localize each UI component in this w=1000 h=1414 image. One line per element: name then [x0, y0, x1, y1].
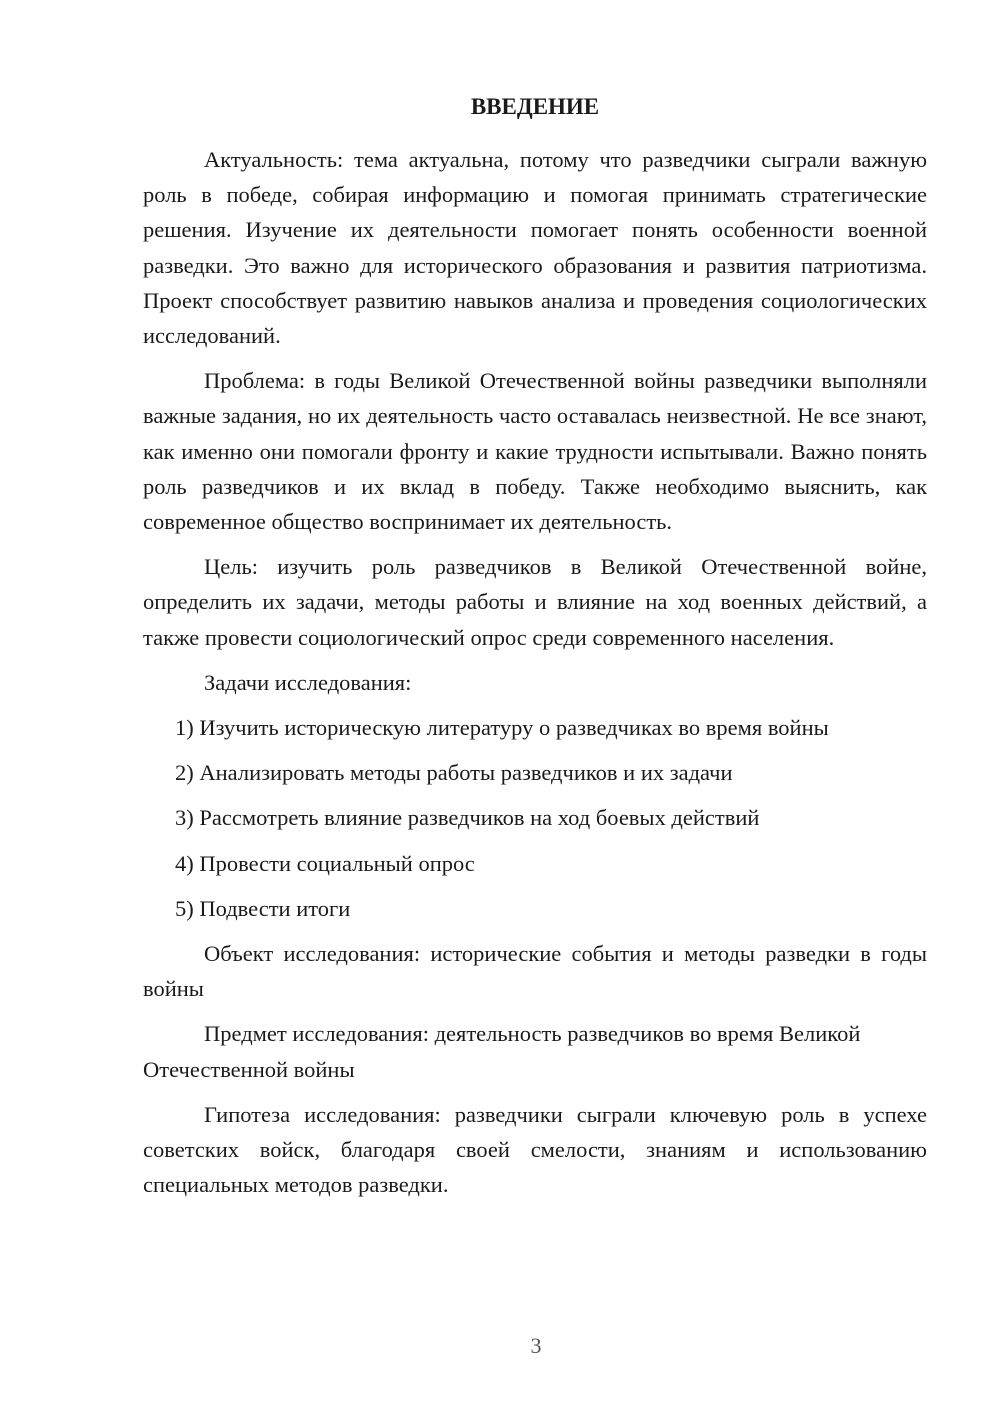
list-item: 2) Анализировать методы работы разведчиков и их задачи — [175, 760, 733, 786]
relevance-paragraph: Актуальность: тема актуальна, потому что разведчики сыграли важную роль в победе, собирая информацию и помогая принимать стратегические решения. Изучение их деятельности помогает понять особенности военной разведки. Это важно для исторического образования и развития патриотизма. Проект способствует развитию навыков анализа и проведения социологических исследований. — [143, 147, 927, 349]
goal-paragraph: Цель: изучить роль разведчиков в Великой Отечественной войне, определить их задачи, методы работы и влияние на ход военных действий, а также провести социологический опрос среди современного населения. — [143, 554, 927, 650]
tasks-title: Задачи исследования: — [204, 669, 412, 695]
page-title: ВВЕДЕНИЕ — [470, 94, 600, 119]
list-item: 5) Подвести итоги — [175, 895, 351, 921]
list-item: 1) Изучить историческую литературу о разведчиках во время войны — [175, 715, 829, 741]
page-number: 3 — [530, 1333, 542, 1358]
problem-paragraph: Проблема: в годы Великой Отечественной войны разведчики выполняли важные задания, но их деятельность часто оставалась неизвестной. Не все знают, как именно они помогали фронту и какие трудности испытывали. Важно понять роль разведчиков и их вклад в победу. Также необходимо выяснить, как современное общество воспринимает их деятельность. — [143, 368, 927, 535]
list-item: 3) Рассмотреть влияние разведчиков на ход боевых действий — [175, 805, 760, 831]
hypothesis-paragraph: Гипотеза исследования: разведчики сыграли ключевую роль в успехе советских войск, благодаря своей смелости, знаниям и использованию специальных методов разведки. — [143, 1101, 927, 1198]
tasks-list — [143, 710, 927, 926]
list-item: 4) Провести социальный опрос — [175, 850, 475, 876]
object-paragraph: Объект исследования: исторические события и методы разведки в годы войны — [143, 941, 927, 1002]
document-page — [143, 92, 927, 1212]
subject-paragraph: Предмет исследования: деятельность разведчиков во время Великой Отечественной войны — [143, 1021, 861, 1082]
